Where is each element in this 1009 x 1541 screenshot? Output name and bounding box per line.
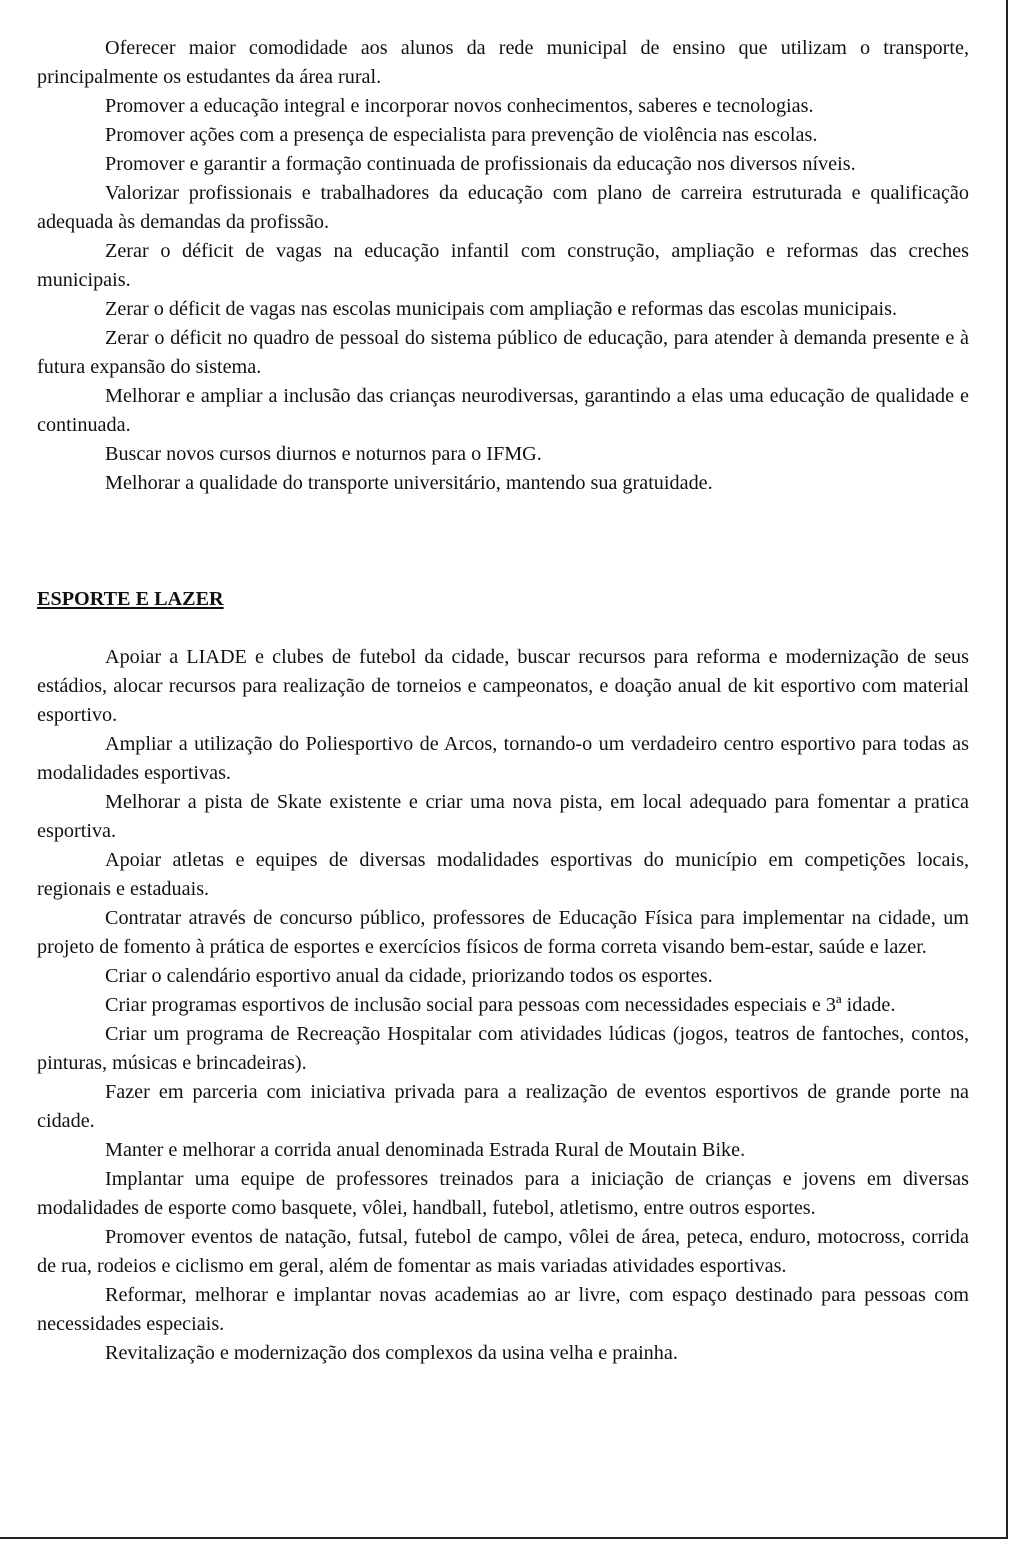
education-list-item xyxy=(37,295,969,324)
section-spacer xyxy=(37,498,969,585)
sports-list-item xyxy=(37,1078,969,1136)
education-item-text: Promover e garantir a formação continuada de profissionais da educação nos diversos níveis. xyxy=(105,153,856,175)
sports-item-text: Apoiar a LIADE e clubes de futebol da cidade, buscar recursos para reforma e modernização de seus estádios, alocar recursos para realização de torneios e campeonatos, e doação anual de kit esportivo com material esportivo. xyxy=(37,646,969,726)
education-item-text: Promover ações com a presença de especialista para prevenção de violência nas escolas. xyxy=(105,124,818,146)
education-item-text: Valorizar profissionais e trabalhadores da educação com plano de carreira estruturada e qualificação adequada às demandas da profissão. xyxy=(37,182,969,233)
document-body xyxy=(37,34,969,1368)
sports-list-item xyxy=(37,991,969,1020)
education-item-text: Zerar o déficit de vagas na educação infantil com construção, ampliação e reformas das creches municipais. xyxy=(37,240,969,291)
education-list xyxy=(37,34,969,498)
education-item-text: Oferecer maior comodidade aos alunos da rede municipal de ensino que utilizam o transporte, principalmente os estudantes da área rural. xyxy=(37,37,969,88)
sports-item-text: Manter e melhorar a corrida anual denominada Estrada Rural de Moutain Bike. xyxy=(105,1139,746,1161)
sports-list-item xyxy=(37,730,969,788)
education-item-text: Zerar o déficit no quadro de pessoal do sistema público de educação, para atender à demanda presente e à futura expansão do sistema. xyxy=(37,327,969,378)
education-list-item xyxy=(37,150,969,179)
sports-item-text: Reformar, melhorar e implantar novas academias ao ar livre, com espaço destinado para pessoas com necessidades especiais. xyxy=(37,1284,969,1335)
education-item-text: Melhorar a qualidade do transporte universitário, mantendo sua gratuidade. xyxy=(105,472,713,494)
sports-list-item xyxy=(37,1223,969,1281)
sports-item-text: Melhorar a pista de Skate existente e criar uma nova pista, em local adequado para fomentar a pratica esportiva. xyxy=(37,791,969,842)
sports-item-text: Criar o calendário esportivo anual da cidade, priorizando todos os esportes. xyxy=(105,965,713,987)
sports-item-text: Implantar uma equipe de professores treinados para a iniciação de crianças e jovens em diversas modalidades de esporte como basquete, vôlei, handball, futebol, atletismo, entre outros esportes. xyxy=(37,1168,969,1219)
education-list-item xyxy=(37,121,969,150)
education-list-item xyxy=(37,179,969,237)
sports-item-text: Ampliar a utilização do Poliesportivo de Arcos, tornando-o um verdadeiro centro esportivo para todas as modalidades esportivas. xyxy=(37,733,969,784)
sports-item-text: Criar programas esportivos de inclusão social para pessoas com necessidades especiais e 3ª idade. xyxy=(105,994,896,1016)
sports-list-item xyxy=(37,1165,969,1223)
sports-list-item xyxy=(37,1281,969,1339)
sports-list-item xyxy=(37,788,969,846)
sports-list-item xyxy=(37,962,969,991)
sports-item-text: Apoiar atletas e equipes de diversas modalidades esportivas do município em competições locais, regionais e estaduais. xyxy=(37,849,969,900)
sports-list-item xyxy=(37,643,969,730)
sports-list-item xyxy=(37,904,969,962)
sports-item-text: Promover eventos de natação, futsal, futebol de campo, vôlei de área, peteca, enduro, motocross, corrida de rua, rodeios e ciclismo em geral, além de fomentar as mais variadas atividades esportivas. xyxy=(37,1226,969,1277)
sports-item-text: Fazer em parceria com iniciativa privada para a realização de eventos esportivos de grande porte na cidade. xyxy=(37,1081,969,1132)
education-item-text: Melhorar e ampliar a inclusão das crianças neurodiversas, garantindo a elas uma educação de qualidade e continuada. xyxy=(37,385,969,436)
education-list-item xyxy=(37,469,969,498)
education-list-item xyxy=(37,237,969,295)
section-heading-esporte-lazer: ESPORTE E LAZER xyxy=(37,588,224,610)
sports-item-text: Contratar através de concurso público, professores de Educação Física para implementar na cidade, um projeto de fomento à prática de esportes e exercícios físicos de forma correta visando bem-estar, saúde e lazer. xyxy=(37,907,969,958)
education-list-item xyxy=(37,382,969,440)
education-item-text: Buscar novos cursos diurnos e noturnos para o IFMG. xyxy=(105,443,542,465)
education-item-text: Promover a educação integral e incorporar novos conhecimentos, saberes e tecnologias. xyxy=(105,95,814,117)
sports-list-item xyxy=(37,1020,969,1078)
sports-list-item xyxy=(37,1136,969,1165)
sports-item-text: Criar um programa de Recreação Hospitalar com atividades lúdicas (jogos, teatros de fantoches, contos, pinturas, músicas e brincadeiras). xyxy=(37,1023,969,1074)
education-item-text: Zerar o déficit de vagas nas escolas municipais com ampliação e reformas das escolas municipais. xyxy=(105,298,898,320)
education-list-item xyxy=(37,34,969,92)
sports-list-item xyxy=(37,1339,969,1368)
education-list-item xyxy=(37,440,969,469)
education-list-item xyxy=(37,92,969,121)
section-spacer xyxy=(37,614,969,643)
sports-list-item xyxy=(37,846,969,904)
education-list-item xyxy=(37,324,969,382)
sports-list xyxy=(37,643,969,1368)
sports-item-text: Revitalização e modernização dos complexos da usina velha e prainha. xyxy=(105,1342,678,1364)
